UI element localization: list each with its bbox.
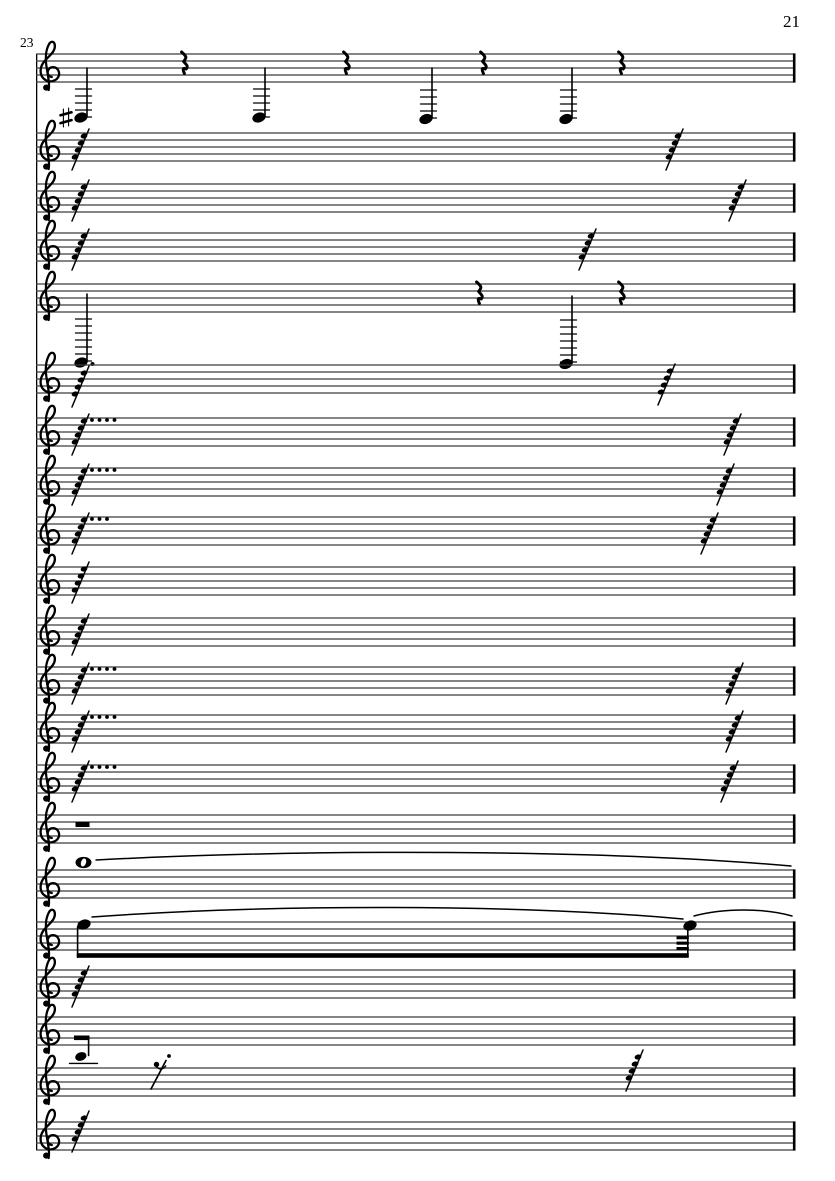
grace-cluster-chord bbox=[71, 229, 89, 270]
treble-clef-icon bbox=[41, 655, 59, 704]
grace-cluster-chord bbox=[71, 180, 89, 221]
grace-cluster-chord bbox=[71, 966, 89, 1007]
grace-cluster-chord bbox=[71, 513, 109, 554]
quarter-rest-icon bbox=[182, 52, 188, 74]
grace-cluster-chord bbox=[71, 663, 116, 704]
staff-13 bbox=[36, 703, 796, 752]
staff-lines bbox=[36, 284, 796, 312]
final-barline bbox=[793, 714, 796, 743]
grace-cluster-chord bbox=[723, 414, 741, 455]
eighth-rest-icon bbox=[151, 1054, 171, 1089]
treble-clef-icon bbox=[41, 703, 59, 752]
staff-lines bbox=[36, 1068, 796, 1096]
staff-lines bbox=[36, 765, 796, 793]
staff-lines bbox=[36, 133, 796, 161]
staff-17 bbox=[36, 907, 796, 958]
low-note bbox=[61, 68, 92, 127]
grace-cluster-chord bbox=[71, 1111, 89, 1152]
quarter-rest-icon bbox=[619, 282, 625, 304]
system-barline bbox=[36, 54, 37, 1151]
grace-cluster-chord bbox=[71, 562, 89, 603]
final-barline bbox=[793, 183, 796, 212]
staff-lines bbox=[36, 618, 796, 646]
grace-cluster-chord bbox=[71, 129, 89, 170]
staff-3 bbox=[36, 172, 796, 221]
grace-cluster-chord bbox=[71, 761, 116, 802]
final-barline bbox=[793, 1016, 796, 1045]
grace-cluster-chord bbox=[725, 663, 743, 704]
treble-clef-icon bbox=[41, 753, 59, 802]
page-number: 21 bbox=[783, 12, 800, 31]
staff-9 bbox=[36, 505, 796, 554]
final-barline bbox=[793, 617, 796, 646]
staff-19 bbox=[36, 1005, 796, 1064]
grace-cluster-chord bbox=[725, 711, 743, 752]
low-note bbox=[558, 296, 576, 371]
treble-clef-icon bbox=[41, 221, 59, 270]
staff-18 bbox=[36, 958, 796, 1007]
staff-lines bbox=[36, 54, 796, 82]
staff-lines bbox=[36, 1122, 796, 1150]
staff-16 bbox=[36, 852, 796, 906]
low-note bbox=[418, 68, 436, 126]
grace-cluster-chord bbox=[728, 180, 746, 221]
staff-7 bbox=[36, 406, 796, 455]
staff-8 bbox=[36, 456, 796, 505]
staff-lines bbox=[36, 468, 796, 496]
final-barline bbox=[793, 467, 796, 496]
staff-4 bbox=[36, 221, 796, 270]
final-barline bbox=[793, 921, 796, 950]
staff-lines bbox=[36, 870, 796, 898]
eighth-note-low bbox=[70, 1036, 98, 1064]
quarter-rest-icon bbox=[477, 282, 483, 304]
final-barline bbox=[793, 516, 796, 545]
whole-note bbox=[76, 857, 92, 868]
final-barline bbox=[793, 1067, 796, 1096]
final-barline bbox=[793, 283, 796, 312]
grace-cluster-chord bbox=[657, 364, 675, 405]
staff-lines bbox=[36, 233, 796, 261]
treble-clef-icon bbox=[41, 505, 59, 554]
grace-cluster-chord bbox=[578, 229, 596, 270]
grace-cluster-chord bbox=[71, 464, 116, 505]
grace-cluster-chord bbox=[720, 761, 738, 802]
grace-cluster-chord bbox=[625, 1050, 643, 1091]
treble-clef-icon bbox=[41, 1005, 59, 1054]
final-barline bbox=[793, 814, 796, 843]
staff-10 bbox=[36, 555, 796, 604]
staff-15 bbox=[36, 803, 796, 852]
staff-lines bbox=[36, 667, 796, 695]
staff-lines bbox=[36, 1017, 796, 1045]
grace-cluster-chord bbox=[71, 614, 89, 655]
staff-6 bbox=[36, 353, 796, 407]
measure-number: 23 bbox=[20, 35, 34, 50]
treble-clef-icon bbox=[41, 858, 59, 907]
treble-clef-icon bbox=[41, 910, 59, 959]
staff-lines bbox=[36, 184, 796, 212]
staff-21 bbox=[36, 1110, 796, 1159]
treble-clef-icon bbox=[41, 555, 59, 604]
treble-clef-icon bbox=[41, 1110, 59, 1159]
final-barline bbox=[793, 1121, 796, 1150]
tremolo-sustain-start bbox=[76, 918, 689, 958]
slur bbox=[96, 852, 791, 866]
sharp-accidental-icon bbox=[61, 108, 72, 127]
final-barline bbox=[793, 132, 796, 161]
staff-1 bbox=[36, 42, 796, 127]
staff-lines bbox=[36, 715, 796, 743]
treble-clef-icon bbox=[41, 121, 59, 170]
staff-lines bbox=[36, 815, 796, 843]
treble-clef-icon bbox=[41, 406, 59, 455]
treble-clef-icon bbox=[41, 803, 59, 852]
quarter-rest-icon bbox=[481, 52, 487, 74]
treble-clef-icon bbox=[41, 1056, 59, 1105]
slur bbox=[694, 910, 792, 916]
treble-clef-icon bbox=[41, 42, 59, 91]
final-barline bbox=[793, 53, 796, 82]
grace-cluster-chord bbox=[665, 129, 683, 170]
staff-lines bbox=[36, 418, 796, 446]
low-note bbox=[251, 68, 269, 124]
quarter-rest-icon bbox=[619, 52, 625, 74]
staff-11 bbox=[36, 606, 796, 655]
grace-cluster-chord bbox=[71, 414, 116, 455]
final-barline bbox=[793, 869, 796, 898]
final-barline bbox=[793, 764, 796, 793]
treble-clef-icon bbox=[41, 172, 59, 221]
treble-clef-icon bbox=[41, 272, 59, 321]
staff-20 bbox=[36, 1050, 796, 1105]
final-barline bbox=[793, 666, 796, 695]
staff-lines bbox=[36, 567, 796, 595]
staff-5 bbox=[36, 272, 796, 371]
staff-2 bbox=[36, 121, 796, 170]
staff-lines bbox=[36, 517, 796, 545]
grace-cluster-chord bbox=[71, 711, 116, 752]
treble-clef-icon bbox=[41, 456, 59, 505]
slur bbox=[92, 907, 683, 919]
final-barline bbox=[793, 232, 796, 261]
staff-14 bbox=[36, 753, 796, 802]
whole-rest-icon bbox=[76, 822, 90, 827]
final-barline bbox=[793, 566, 796, 595]
staff-lines bbox=[36, 922, 796, 950]
low-note bbox=[558, 68, 576, 126]
quarter-rest-icon bbox=[344, 52, 350, 74]
final-barline bbox=[793, 969, 796, 998]
treble-clef-icon bbox=[41, 958, 59, 1007]
staff-lines bbox=[36, 970, 796, 998]
grace-cluster-chord bbox=[700, 513, 718, 554]
grace-cluster-chord bbox=[716, 464, 734, 505]
staff-12 bbox=[36, 655, 796, 704]
final-barline bbox=[793, 364, 796, 393]
treble-clef-icon bbox=[41, 606, 59, 655]
staff-lines bbox=[36, 365, 796, 393]
treble-clef-icon bbox=[41, 353, 59, 402]
final-barline bbox=[793, 417, 796, 446]
